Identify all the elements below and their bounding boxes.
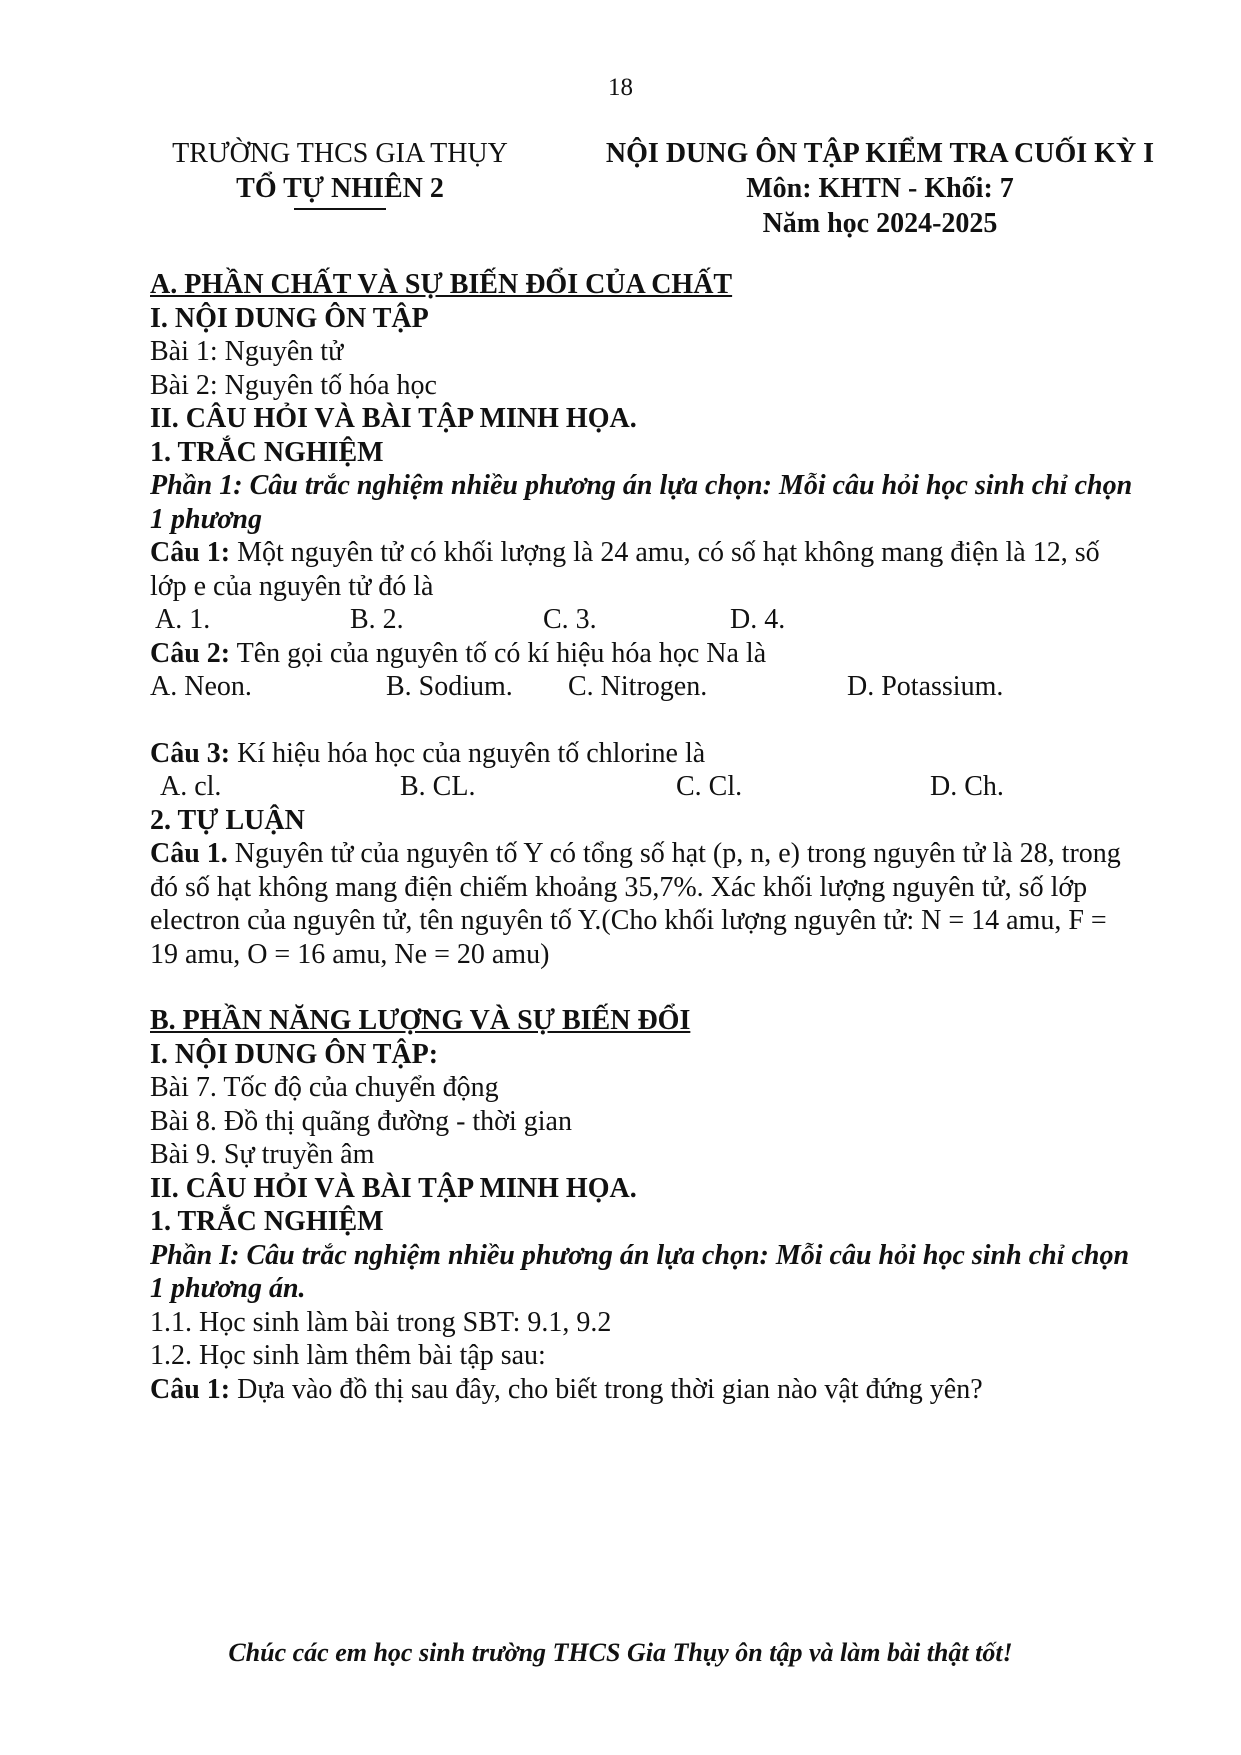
answer-option: D. Ch. <box>930 771 1004 802</box>
question-label: Câu 1: <box>150 537 231 568</box>
document-body <box>150 268 1135 1406</box>
answer-option: A. cl. <box>160 771 222 802</box>
document-title: NỘI DUNG ÔN TẬP KIỂM TRA CUỐI KỲ I <box>605 138 1155 169</box>
section-b-heading: B. PHẦN NĂNG LƯỢNG VÀ SỰ BIẾN ĐỔI <box>150 1005 691 1036</box>
section-b-part1-instruction: Phần I: Câu trắc nghiệm nhiều phương án lựa chọn: Mỗi câu hỏi học sinh chỉ chọn 1 phương án. <box>150 1239 1130 1304</box>
answer-option: A. Neon. <box>150 671 252 702</box>
footer-message: Chúc các em học sinh trường THCS Gia Thụy ôn tập và làm bài thật tốt! <box>228 1638 1013 1667</box>
question-a3 <box>150 737 1135 771</box>
section-a-mc-heading: 1. TRẮC NGHIỆM <box>150 436 384 468</box>
school-year: Năm học 2024-2025 <box>762 208 998 239</box>
question-a1 <box>150 536 1135 603</box>
section-a-heading: A. PHẦN CHẤT VÀ SỰ BIẾN ĐỔI CỦA CHẤT <box>150 269 733 300</box>
answer-options-a1 <box>150 603 1135 637</box>
answer-options-a2 <box>150 670 1135 704</box>
school-header <box>150 136 530 210</box>
answer-option: B. Sodium. <box>386 671 513 702</box>
question-text: Kí hiệu hóa học của nguyên tố chlorine là <box>230 737 706 769</box>
lesson-item: Bài 2: Nguyên tố hóa học <box>150 369 437 401</box>
document-title-block <box>590 136 1170 241</box>
section-a-questions-heading: II. CÂU HỎI VÀ BÀI TẬP MINH HỌA. <box>150 403 637 434</box>
department-name: TỔ TỰ NHIÊN 2 <box>236 173 444 204</box>
question-text: Một nguyên tử có khối lượng là 24 amu, có số hạt không mang điện là 12, số lớp e của nguyên tử đó là <box>150 537 1100 602</box>
spacer <box>150 971 1135 1004</box>
section-a-essay-heading: 2. TỰ LUẬN <box>150 804 305 836</box>
lesson-item: Bài 1: Nguyên tử <box>150 336 344 367</box>
subject-line: Môn: KHTN - Khối: 7 <box>746 173 1014 204</box>
answer-option: C. 3. <box>543 604 597 635</box>
answer-option: C. Cl. <box>676 771 743 802</box>
question-label: Câu 3: <box>150 737 231 769</box>
question-label: Câu 1. <box>150 838 228 869</box>
section-a-part1-instruction: Phần 1: Câu trắc nghiệm nhiều phương án lựa chọn: Mỗi câu hỏi học sinh chỉ chọn 1 phương <box>150 470 1133 535</box>
question-b1 <box>150 1373 1135 1407</box>
answer-option: C. Nitrogen. <box>568 671 708 702</box>
answer-option: D. 4. <box>730 604 786 635</box>
answer-option: B. 2. <box>350 604 404 635</box>
question-label: Câu 2: <box>150 637 231 669</box>
answer-option: A. 1. <box>155 604 211 635</box>
section-b-mc-heading: 1. TRẮC NGHIỆM <box>150 1206 384 1237</box>
lesson-item: Bài 8. Đồ thị quãng đường - thời gian <box>150 1105 572 1137</box>
essay-question-a1 <box>150 837 1135 971</box>
question-label: Câu 1: <box>150 1373 231 1405</box>
answer-option: B. CL. <box>400 771 476 802</box>
question-text: Tên gọi của nguyên tố có kí hiệu hóa học Na là <box>230 637 767 669</box>
answer-options-a3 <box>150 770 1135 804</box>
lesson-item: Bài 9. Sự truyền âm <box>150 1139 375 1170</box>
spacer <box>150 704 1135 737</box>
section-a-content-heading: I. NỘI DUNG ÔN TẬP <box>150 302 429 334</box>
section-b-content-heading: I. NỘI DUNG ÔN TẬP: <box>150 1038 439 1070</box>
question-text: Dựa vào đồ thị sau đây, cho biết trong thời gian nào vật đứng yên? <box>230 1373 983 1405</box>
header-underline <box>294 208 386 210</box>
question-text: Nguyên tử của nguyên tố Y có tổng số hạt (p, n, e) trong nguyên tử là 28, trong đó số hạt không mang điện chiếm khoảng 35,7%. Xác khối lượng nguyên tử, số lớp electron của nguyên tử, tên nguyên tố Y.(Cho khối lượng nguyên tử: N = 14 amu, F = 19 amu, O = 16 amu, Ne = 20 amu) <box>150 838 1121 970</box>
question-a2 <box>150 637 1135 671</box>
task-item: 1.1. Học sinh làm bài trong SBT: 9.1, 9.2 <box>150 1306 612 1338</box>
lesson-item: Bài 7. Tốc độ của chuyển động <box>150 1072 499 1103</box>
page-number: 18 <box>608 74 633 101</box>
answer-option: D. Potassium. <box>847 671 1004 702</box>
task-item: 1.2. Học sinh làm thêm bài tập sau: <box>150 1340 546 1371</box>
section-b-questions-heading: II. CÂU HỎI VÀ BÀI TẬP MINH HỌA. <box>150 1172 637 1204</box>
school-name: TRƯỜNG THCS GIA THỤY <box>172 138 508 169</box>
